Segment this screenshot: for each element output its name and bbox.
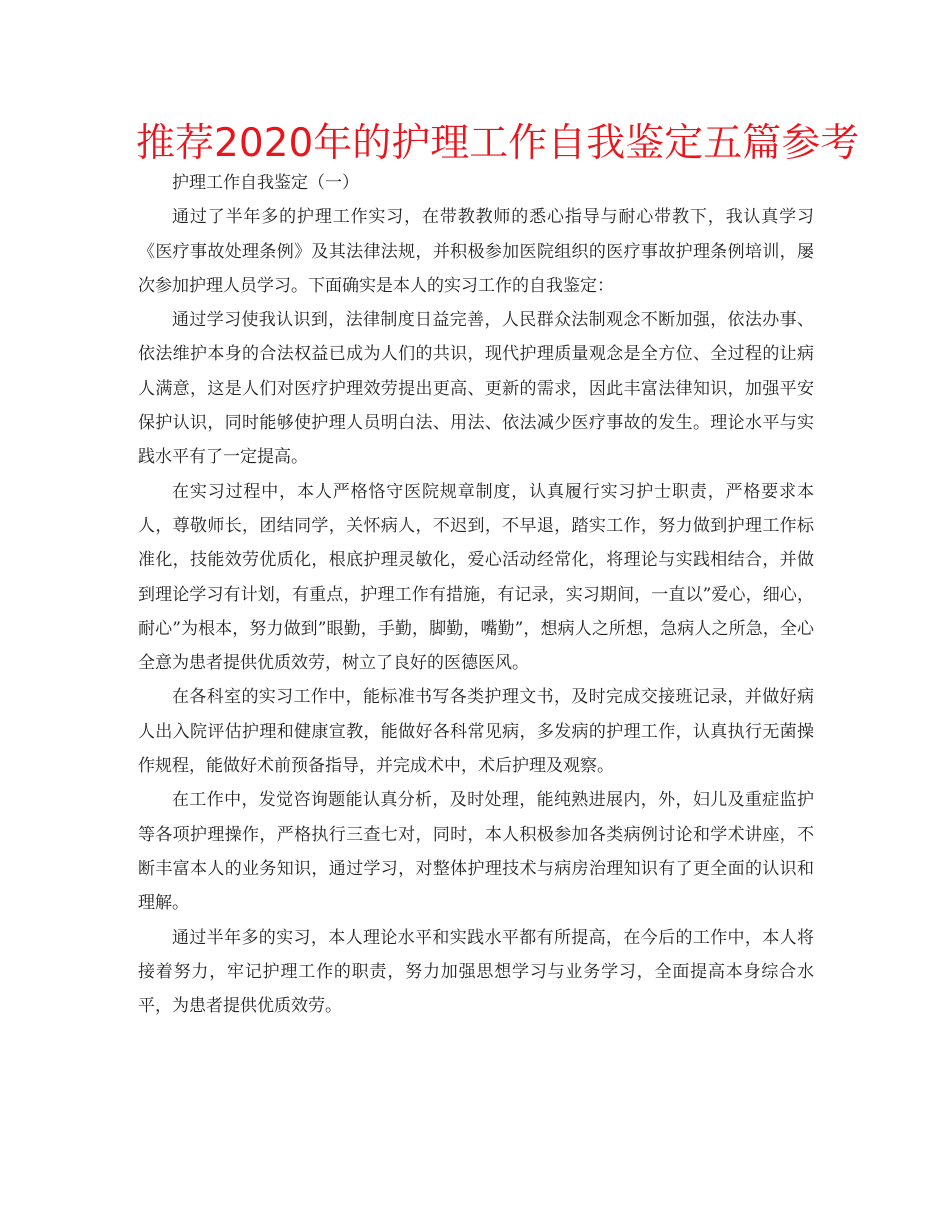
paragraph-3: 在实习过程中，本人严格恪守医院规章制度，认真履行实习护士职责，严格要求本人，尊敬师长，团结同学，关怀病人，不迟到，不早退，踏实工作，努力做到护理工作标准化，技能效劳优质化，根底护理灵敏化，爱心活动经常化，将理论与实践相结合，并做到理论学习有计划，有重点，护理工作有措施，有记录，实习期间，一直以”爱心，细心，耐心”为根本，努力做到”眼勤，手勤，脚勤，嘴勤”，想病人之所想，急病人之所急，全心全意为患者提供优质效劳，树立了良好的医德医风。: [138, 481, 814, 674]
document-title: 推荐2020年的护理工作自我鉴定五篇参考: [136, 121, 860, 166]
paragraph-1: 通过了半年多的护理工作实习，在带教教师的悉心指导与耐心带教下，我认真学习《医疗事故处理条例》及其法律法规，并积极参加医院组织的医疗事故护理条例培训，屡次参加护理人员学习。下面确实是本人的实习工作的自我鉴定：: [138, 207, 814, 296]
paragraph-4: 在各科室的实习工作中，能标准书写各类护理文书，及时完成交接班记录，并做好病人出入院评估护理和健康宣教，能做好各科常见病，多发病的护理工作，认真执行无菌操作规程，能做好术前预备指导，并完成术中，术后护理及观察。: [138, 687, 814, 777]
document-body: [138, 166, 814, 1023]
paragraph-5: 在工作中，发觉咨询题能认真分析，及时处理，能纯熟进展内，外，妇儿及重症监护等各项护理操作，严格执行三查七对，同时，本人积极参加各类病例讨论和学术讲座，不断丰富本人的业务知识，通过学习，对整体护理技术与病房治理知识有了更全面的认识和理解。: [138, 790, 814, 914]
section-subtitle: 护理工作自我鉴定（一）: [172, 173, 359, 193]
paragraph-2: 通过学习使我认识到，法律制度日益完善，人民群众法制观念不断加强，依法办事、依法维护本身的合法权益已成为人们的共识，现代护理质量观念是全方位、全过程的让病人满意，这是人们对医疗护理效劳提出更高、更新的需求，因此丰富法律知识，加强平安保护认识，同时能够使护理人员明白法、用法、依法减少医疗事故的发生。理论水平与实践水平有了一定提高。: [138, 310, 814, 468]
paragraph-6: 通过半年多的实习，本人理论水平和实践水平都有所提高，在今后的工作中，本人将接着努力，牢记护理工作的职责，努力加强思想学习与业务学习，全面提高本身综合水平，为患者提供优质效劳。: [138, 927, 814, 1017]
